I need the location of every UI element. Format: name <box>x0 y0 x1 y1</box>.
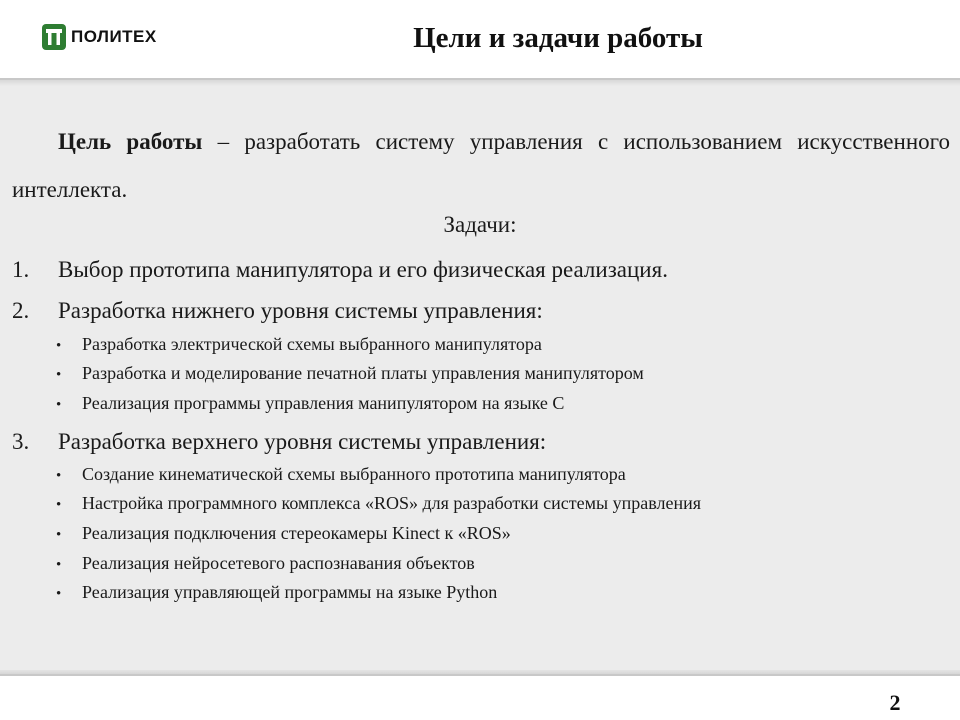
goal-paragraph <box>12 118 950 214</box>
task-number: 3. <box>12 429 30 454</box>
bullet-icon: • <box>56 586 62 602</box>
task-item-2 <box>12 296 543 326</box>
subtask-text: Реализация управляющей программы на языке Python <box>82 582 498 602</box>
subtask-item <box>56 333 542 357</box>
page-number: 2 <box>889 690 901 715</box>
task-text: Разработка верхнего уровня системы управления: <box>58 429 547 454</box>
bullet-icon: • <box>56 338 62 354</box>
subtask-item <box>56 362 644 386</box>
subtask-text: Настройка программного комплекса «ROS» для разработки системы управления <box>82 493 702 513</box>
bullet-icon: • <box>56 557 62 573</box>
logo <box>42 24 157 50</box>
bullet-icon: • <box>56 367 62 383</box>
goal-label: Цель работы <box>58 129 203 154</box>
tasks-heading: Задачи: <box>443 212 517 237</box>
bullet-icon: • <box>56 497 62 513</box>
task-text: Выбор прототипа манипулятора и его физическая реализация. <box>58 257 668 282</box>
subtask-text: Реализация нейросетевого распознавания объектов <box>82 553 475 573</box>
slide-header <box>0 0 960 78</box>
subtask-text: Реализация программы управления манипулятором на языке С <box>82 393 565 413</box>
footer-divider <box>0 674 960 676</box>
subtask-item <box>56 552 475 576</box>
subtask-text: Создание кинематической схемы выбранного прототипа манипулятора <box>82 464 626 484</box>
subtask-item <box>56 581 497 605</box>
task-number: 2. <box>12 298 30 323</box>
subtask-text: Разработка и моделирование печатной платы управления манипулятором <box>82 363 644 383</box>
subtask-item <box>56 392 564 416</box>
politech-logo-icon <box>42 24 66 50</box>
subtask-item <box>56 463 626 487</box>
task-item-1 <box>12 255 668 285</box>
subtask-item <box>56 522 511 546</box>
subtask-item <box>56 492 701 516</box>
subtask-text: Разработка электрической схемы выбранного манипулятора <box>82 334 542 354</box>
slide-title: Цели и задачи работы <box>413 22 703 54</box>
goal-text: – разработать систему управления с использованием искусственного интеллекта. <box>12 129 950 202</box>
task-number: 1. <box>12 257 30 282</box>
task-item-3 <box>12 427 546 457</box>
logo-text: ПОЛИТЕХ <box>71 27 157 46</box>
bullet-icon: • <box>56 527 62 543</box>
bullet-icon: • <box>56 397 62 413</box>
task-text: Разработка нижнего уровня системы управления: <box>58 298 543 323</box>
subtask-text: Реализация подключения стереокамеры Kinect к «ROS» <box>82 523 511 543</box>
bullet-icon: • <box>56 468 62 484</box>
